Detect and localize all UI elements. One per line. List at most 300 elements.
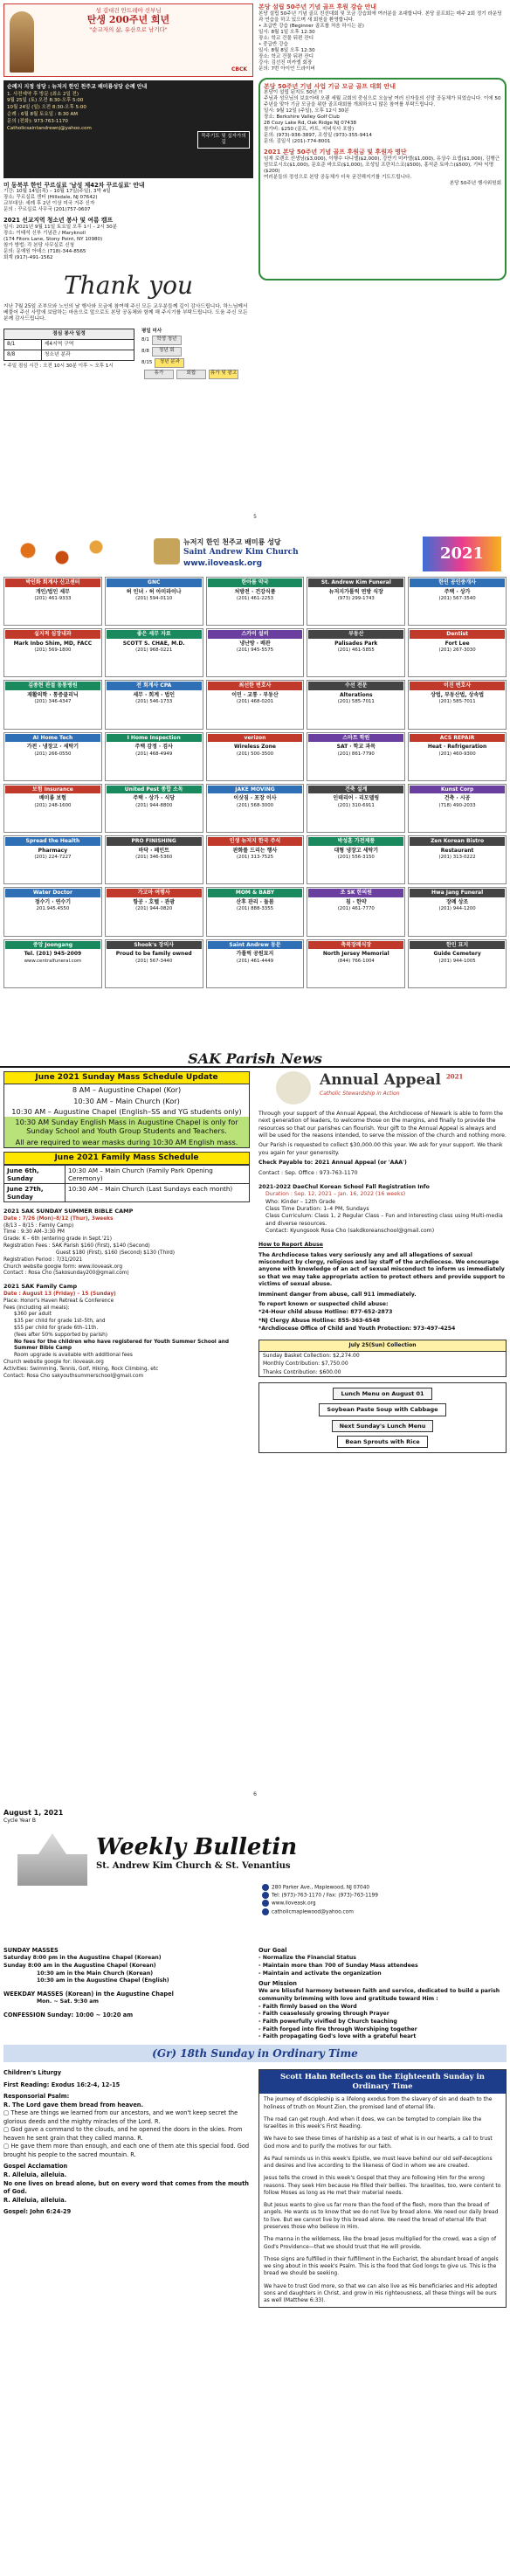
pilgrimage-box [3,80,253,178]
ad-name: 건축 · 시공 [444,795,471,802]
bulletin-header [0,1807,510,1938]
ad-name: 처방전 · 건강식품 [234,588,276,595]
ad-title: 인생 뉴저지 한국 주식 [208,837,303,846]
ad-title: I Home Inspection [107,734,202,743]
camp-line: Registration Fees : SAK Parish $160 (First), $140 (Second) [3,1243,150,1250]
ad-card[interactable] [307,680,405,729]
ad-card[interactable] [307,784,405,833]
ad-phone[interactable]: (201) 556-3150 [337,855,375,861]
alleluia: R. Alleluia, alleluia. [3,2171,67,2179]
ad-phone[interactable]: (718) 490-2033 [438,802,476,808]
ad-title: PRO FINISHING [107,837,202,846]
ad-name: SAT · 학교 과목 [336,744,376,751]
ad-phone[interactable]: (201) 585-7011 [337,699,375,705]
page-number: 5 [253,514,257,520]
ad-phone[interactable]: (844) 766-1004 [337,958,375,964]
jubilee-banner [3,3,253,77]
ad-card[interactable] [3,680,102,729]
weekday-schedule [141,329,253,380]
donor-list-title: 2021 본당 50주년 기념 골프 후원금 및 후원자 명단 [264,149,407,156]
page-number: 6 [253,1791,257,1797]
family-mass-title: June 2021 Family Mass Schedule [3,1152,250,1165]
thank-you-heading: Thank you [63,270,193,300]
mass-row: 8 AM – Augustine Chapel (Kor) [3,1084,250,1095]
ad-phone[interactable]: (201) 944-1200 [438,906,476,912]
schedule-label: 회합 [176,370,206,379]
lunch-menu-box [258,1382,507,1453]
ad-phone[interactable]: www.centralfuneral.com [24,958,82,964]
ad-title: 이진 변호사 [410,682,505,690]
golf-tournament-title: 본당 50주년 기념 사업 기금 모금 골프 대회 안내 [264,82,396,90]
ad-card[interactable] [206,887,305,936]
location-icon [262,1884,269,1891]
golf-lesson-line: 일시: 8월 1일 오후 12:30 [258,29,315,35]
ad-name: Fort Lee [445,640,470,647]
ad-card[interactable] [408,577,507,626]
ad-name: 주택 · 상가 [444,588,471,595]
ad-title: 김종현 관절 동통병원 [5,682,100,690]
ad-title: Spread the Health [5,837,100,846]
family-mass-date: June 6th, Sunday [4,1165,65,1183]
parish-news-title: SAK Parish News [0,1050,510,1068]
cursillo-line: 장소: 꾸르실료 센터 (Hillsdale, NJ 07642) [3,195,98,201]
abuse-hotline: *24-Hour child abuse Hotline: 877-652-2873 [258,1309,393,1316]
bible-camp-title: 2021 SAK SUNDAY SUMMER BIBLE CAMP [3,1208,134,1215]
schedule-row [141,347,253,357]
ad-title: 보험 Insurance [5,786,100,794]
camp-line: Registration Period : 7/31/2021 [3,1257,83,1263]
ad-phone[interactable]: (201) 569-1800 [34,647,72,654]
ad-name: 배미룡 보험 [38,795,66,802]
mission-item: - Faith firmly based on the Word [258,2003,357,2010]
ad-phone[interactable]: (201) 888-3355 [236,906,274,912]
bible-camp-section [3,1208,250,1278]
ad-name: 판화를 드리는 행사 [232,847,278,854]
reflection-paragraph: The journey of discipleship is a lifelong exodus from the slavery of sin and death to the holiness of truth on Mount Zion, the promised land of eternal life. [264,2096,493,2110]
schedule-row [141,336,253,345]
mission-item: - Faith ceaselessly growing through Prayer [258,2011,389,2018]
ad-grid [3,577,507,1040]
schedule-label: 휴가 [144,370,174,379]
golf-lesson-line: 장소: 학교 건물 뒤편 잔디 [258,35,314,41]
ad-card[interactable] [3,732,102,781]
family-camp-line: Activities: Swimming, Tennis, Golf, Hiking, Rock Climbing, etc [3,1366,159,1372]
ad-phone[interactable]: (201) 248-1600 [34,802,72,808]
abuse-title: How to Report Abuse [258,1242,323,1249]
ad-card[interactable] [105,628,203,677]
banner-subtitle: 탄생 200주년 희년 [86,14,170,26]
ad-name: 침 · 한약 [345,898,367,905]
pilgrimage-email[interactable]: Catholicsaintandrewnj@yahoo.com [7,125,92,131]
ad-phone[interactable]: (201) 500-3500 [236,751,274,757]
ad-name: North Jersey Memorial [322,951,389,958]
golf-tournament-line: 본당 50주년 행사위원회 [449,180,501,186]
appeal-subtitle: Catholic Stewardship in Action [320,1091,400,1097]
ad-phone[interactable]: (201) 461-4449 [236,958,274,964]
ad-card[interactable] [206,577,305,626]
ad-phone[interactable]: (201) 461-2253 [236,596,274,601]
cursillo-title: 미 동북부 한인 꾸르실료 '남성 제42차 꾸르실료' 안내 [3,182,145,189]
appeal-title: Annual Appeal [320,1071,441,1089]
family-camp-line: Fees (including all meals): [3,1305,70,1311]
mass-row: 10:30 AM – Augustine Chapel (English–SS and YG students only) [3,1106,250,1117]
ad-phone[interactable]: (201) 267-3030 [438,647,476,654]
ad-phone[interactable]: (201) 460-9300 [438,751,476,757]
mission-item: - Faith forged into fire through Worshiping together [258,2025,417,2032]
ad-title: 박성훈 가전제품 [308,837,403,846]
ad-phone[interactable]: (201) 546-1733 [135,699,173,705]
ad-phone[interactable]: (201) 266-0550 [34,751,72,757]
family-mass-date: June 27th, Sunday [4,1183,65,1201]
ad-phone[interactable]: (201) 313-7525 [236,855,274,861]
ad-title: Saint Andrew 동문 [208,941,303,950]
page-advertisers [0,533,510,1045]
cbck-logo: CBCK [231,66,247,73]
ad-title: Zen Korean Bistro [410,837,505,846]
phone[interactable]: Tel: (973)-763-1170 / Fax: (973)-763-1199 [272,1893,378,1899]
ad-phone[interactable]: (201) 313-0222 [438,855,476,861]
ad-name: Wireless Zone [234,744,276,751]
family-camp-line: $35 per child for grade 1st–5th, and [14,1319,106,1325]
ad-name: 이민 · 교통 · 부동산 [231,691,279,698]
mass-note: 10:30 AM Sunday English Mass in Augustine Chapel is only for Sunday School and Youth Group Students and Teachers. [3,1117,250,1137]
ad-title: St. Andrew Kim Funeral [308,578,403,587]
gospel-reading: Gospel: John 6:24-29 [3,2208,72,2216]
mass-line: Sunday 8:00 am in the Augustine Chapel (Korean) [3,1962,156,1969]
school-line: Class Time Duration: 1–4 PM, Sundays [265,1205,369,1212]
table-header: 점심 봉사 일정 [4,329,134,339]
ad-title: MOM & BABY [208,889,303,897]
reflection-paragraph: But Jesus wants to give us far more than the food of the flesh, more than the bread of angels. He wants us to know that we do not live by bread alone. We need our daily bread to live. But we cannot live by this bread alone. We need the bread of eternal life that preserves those who believe in Him. [264,2202,499,2230]
ad-title: ACS REPAIR [410,734,505,743]
ad-card[interactable] [206,784,305,833]
schedule-date: 8/1 [141,337,149,343]
email[interactable]: catholicmaplewood@yahoo.com [272,1909,354,1915]
family-camp-line: (fees after 50% supported by parish) [14,1332,108,1338]
ad-phone[interactable]: (201) 944-0820 [135,906,173,912]
youth-line: 참가 방법: 각 본당 사무실로 신청 [3,242,75,248]
pilgrimage-heading: 순례지 지정 성당 : 뉴저지 한인 천주교 배미룡성당 순례 안내 [7,84,148,90]
ad-phone[interactable]: (201) 346-5360 [135,855,173,861]
ad-name: 인테리어 · 리모델링 [333,795,380,802]
ad-phone[interactable]: (201) 468-4949 [135,751,173,757]
goal-title: Our Goal [258,1947,287,1954]
ad-phone[interactable]: (201) 567-3540 [438,596,476,601]
ad-name: Pharmacy [38,847,68,854]
ad-card[interactable] [307,939,405,988]
collection-row: Sunday Basket Collection: $2,274.00 [263,1352,360,1359]
school-line: Duration : Sep. 12, 2021 – Jan. 16, 2022 (16 weeks) [265,1191,406,1198]
ad-card[interactable] [105,939,203,988]
golf-tournament-line: 여러분들의 정성으로 본당 공동체가 더욱 굳건해지기를 기도드립니다. [264,174,412,180]
pilgrimage-line: 문의 (전화): 973-763-1170 [7,119,68,124]
ad-name: 주택 · 상가 · 식당 [133,795,176,802]
family-mass-table [3,1165,250,1202]
ad-name: 뉴저지가톨릭 연방 식장 [328,588,383,595]
camp-line: Time : 9:30 AM–3:30 PM [3,1229,65,1236]
collection-row: Thanks Contribution: $600.00 [263,1368,341,1375]
youth-title: 2021 선교지역 청소년 봉사 및 여름 캠프 [3,217,114,225]
ad-name: 항공 · 호텔 · 관광 [133,898,176,905]
mass-update-title: June 2021 Sunday Mass Schedule Update [3,1071,250,1084]
family-camp-line: Church website google for: iloveask.org [3,1360,104,1366]
church-building-icon [17,1833,87,1886]
ad-title: 수선 전문 [308,682,403,690]
ad-card[interactable] [307,577,405,626]
golf-tournament-line: 장소: Berkshire Valley Golf Club [264,114,340,121]
masses-section [3,1947,253,2019]
psalm-verse: ▢ He gave them more than enough, and each one of them ate this special food. God brought his people to the sacred mountain. R. [3,2143,250,2158]
school-contact[interactable]: Contact: Kyungsook Rosa Cho (sakdkoreanschool@gmail.com) [265,1228,435,1235]
youth-line: 일시: 2021년 9월 11일 토요일 오후 1시 – 2시 30분 [3,224,118,230]
camp-line: Date : 7/26 (Mon)–8/12 (Thur), 3weeks [3,1215,114,1222]
ad-card[interactable] [105,784,203,833]
ad-name: 가전 · 냉장고 · 세탁기 [26,744,79,751]
page-parish-news [0,1050,510,1802]
pilgrimage-tag: 묵주기도 및 십자가의 길 [197,131,250,149]
goal-line: - Maintain more than 700 of Sunday Mass attendees [258,1962,418,1969]
school-line: Class Curriculum: Class 1, 2 Regular Class – Fun and interesting class using Multi-media and diverse resources. [265,1213,503,1227]
ad-phone[interactable]: (201) 594-0110 [135,596,173,601]
cursillo-section [3,182,253,213]
psalm-heading: Responsorial Psalm: [3,2093,70,2101]
ad-card[interactable] [307,628,405,677]
korean-school-lines [258,1191,507,1235]
golf-tournament-box [258,78,507,280]
collection-box [258,1340,507,1377]
ad-card[interactable] [408,784,507,833]
ad-title: GNC [107,578,202,587]
church-website[interactable]: www.iloveask.org [183,559,263,568]
youth-line: 문의: 문예원 아녜스 (718)-344-8565 [3,248,86,254]
cursillo-line: 교부대상: 세례 후 2년 이상 미국 거주 신자 [3,201,95,207]
website[interactable]: www.iloveask.org [272,1901,316,1907]
readings-section [3,2069,253,2217]
family-camp-line: Date : August 13 (Friday) – 15 (Sunday) [3,1291,116,1297]
ad-title: verizon [208,734,303,743]
right-column [258,3,507,280]
bulletin-date: August 1, 2021 [3,1809,64,1817]
ad-card[interactable] [206,939,305,988]
ad-phone[interactable]: (201) 310-6911 [337,802,375,808]
ad-card[interactable] [3,628,102,677]
appeal-contact: Contact : Sep. Office : 973-763-1170 [258,1169,358,1176]
next-lunch-item: Bean Sprouts with Rice [337,1436,427,1448]
ad-card[interactable] [3,887,102,936]
ad-card[interactable] [206,835,305,884]
right-column [258,1071,507,1453]
table-cell: 청소년 분과 [41,350,134,360]
abuse-paragraph: The Archdiocese takes very seriously any and all allegations of sexual misconduct by clergy, religious and lay staff of the archdiocese. We encourage anyone with knowledge of an act of sexual misconduct to inform us immediately so that we may take appropriate action to protect others and provide support to victims of sexual abuse. [258,1251,506,1288]
globe-icon [262,1900,269,1907]
mass-line: 10:30 am in the Augustine Chapel (English) [37,1977,169,1984]
sunday-banner: (Gr) 18th Sunday in Ordinary Time [3,2045,507,2062]
confession-time: CONFESSION Sunday: 10:00 ~ 10:20 am [3,2011,134,2019]
family-camp-contact[interactable]: Contact: Rosa Cho sakyouthsummerschool@gmail.com [3,1373,144,1379]
ad-card[interactable] [105,577,203,626]
ad-title: 스카이 설비 [208,630,303,639]
ad-name: 정수기 · 연수기 [34,898,72,905]
ad-title: 한인 묘지 [410,941,505,950]
pilgrimage-line: 10월 24일 (일) 오전 8:30-오후 5:00 [7,105,86,111]
schedule-tag: 청년 회 [152,347,182,357]
psalm-response: R. The Lord gave them bread from heaven. [3,2101,143,2109]
reflection-paragraph: Those signs are fulfilled in their fulfillment in the Eucharist, the abundant bread of angels we sing about in this week's Psalm. This is the food that God longs to give us. This is the bread we should be seeking. [264,2255,499,2277]
ad-card[interactable] [105,887,203,936]
weekday-masses-time: Mon. ~ Sat. 9:30 am [37,1998,99,2005]
church-name: St. Andrew Kim Church & St. Venantius [96,1861,291,1871]
golf-tournament-line: 일시: 9월 12일 (주일), 오후 12시 30분 [264,108,349,114]
page-weekly-bulletin [0,1807,510,2576]
golf-lesson-line: • 중급반 강습 [258,41,288,47]
ad-card[interactable] [105,835,203,884]
family-camp-section [3,1283,250,1380]
saint-portrait [10,11,34,73]
table-cell: 8/1 [4,339,42,350]
table-cell: 8/8 [4,350,42,360]
ad-card[interactable] [408,680,507,729]
ad-title: 한아름 약국 [208,578,303,587]
ad-phone[interactable]: (201) 461-5855 [337,647,375,654]
email-icon [262,1908,269,1915]
ad-card[interactable] [3,939,102,988]
donor-list: 임재 로렌조 선생님($3,000), 이행수 다니엘($2,000), 강만기 미카엘($1,000), 유상수 요셉($1,000), 김행근 암브로시오($1,000), 문호준 바오로($1,000), 조성일 프란치스코($500), 홍석준 토마스($500), 기타 익명($200) [264,156,500,174]
appeal-logo-icon [276,1071,311,1104]
ad-card[interactable] [408,835,507,884]
church-name-en: Saint Andrew Kim Church [183,548,299,557]
ad-phone[interactable]: (201) 585-7011 [438,699,476,705]
camp-contact[interactable]: Contact : Rosa Cho (Sakosunday200@gmail.com) [3,1271,129,1277]
ad-phone[interactable]: (201) 468-0201 [236,699,274,705]
ad-card[interactable] [3,784,102,833]
ad-title: Hwa Jang Funeral [410,889,505,897]
ad-phone[interactable]: (201) 968-0221 [135,647,173,654]
ad-card[interactable] [105,732,203,781]
weekday-masses-title: WEEKDAY MASSES (Korean) in the Augustine Chapel [3,1990,174,1998]
ad-card[interactable] [3,577,102,626]
family-camp-title: 2021 SAK Family Camp [3,1283,78,1291]
ad-phone[interactable]: (201) 346-4347 [34,699,72,705]
schedule-date: 8/15 [141,360,153,366]
reflection-paragraph: Jesus tells the crowd in this week's Gospel that they are following Him for the wrong reasons. They seek Him because He filled their bellies. The Israelites, too, were content to follow Moses as long as He met their material needs. [264,2175,501,2196]
ad-title: 한인 공인중개사 [410,578,505,587]
table-row [4,350,134,360]
ad-name: Proud to be family owned [115,951,192,958]
ad-title: Shook's 장의사 [107,941,202,950]
ad-title: 가고마 여행사 [107,889,202,897]
ad-title: 실지적 심장내과 [5,630,100,639]
collection-title: July 25(Sun) Collection [259,1340,506,1352]
reflection-paragraph: The manna in the wilderness, like the bread Jesus multiplied for the crowd, was a sign of God's Providence—that we should trust that He will provide. [264,2236,497,2250]
ad-phone[interactable]: (201) 224-7227 [34,855,72,861]
ad-phone[interactable]: (201) 945-5575 [236,647,274,654]
annual-appeal-header [258,1071,507,1108]
family-camp-line: $360 per adult [14,1312,52,1318]
ad-phone[interactable]: 201.945.4550 [36,906,70,912]
ad-card[interactable] [408,628,507,677]
ad-card[interactable] [408,732,507,781]
camp-line: Church website google form: www.iloveask.org [3,1264,123,1270]
alleluia: R. Alleluia, alleluia. [3,2196,67,2204]
golf-tournament-line: 본당이 설립 된지도 50년 !! [264,90,323,96]
family-camp-line: No fees for the children who have registered for Youth Summer School and Summer Bible Camp [14,1339,230,1352]
schedule-label: 휴가 및 광고 [209,370,238,379]
ad-title: 중앙 Joongang [5,941,100,950]
ad-phone[interactable]: (201) 861-7790 [337,751,375,757]
reflection-paragraph: As Paul reminds us in this week's Epistle, we must leave behind our old self-deceptions and desires and live according to the likeness of God in whom we are created. [264,2155,493,2170]
mass-row: 10:30 AM – Main Church (Kor) [3,1096,250,1106]
ad-card[interactable] [307,887,405,936]
pilgrimage-line: 9월 25일 (토) 오전 8:30-오후 5:00 [7,98,84,104]
goal-mission-section [258,1947,507,2041]
ad-name: 허 인녀 · 허 아미라이나 [126,588,182,595]
mission-item: - Faith powerfully vivified by Church teaching [258,2019,397,2025]
reflection-paragraph: The road can get rough. And when it does, we can be tempted to complain like the Israelites in this week's First Reading. [264,2116,482,2130]
camp-line: Grade: K – 6th (entering grade in Sept.'21) [3,1236,112,1243]
ad-name: Restaurant [440,847,474,854]
ad-name: Guide Cemetery [433,951,481,958]
ad-card[interactable] [206,732,305,781]
pilgrimage-line: 1. 사전예약 후 방문 (최소 2일 전) [7,91,79,97]
korean-school-title: 2021-2022 DaeChul Korean School Fall Registration Info [258,1183,430,1190]
sunday-masses-title: SUNDAY MASSES [3,1947,59,1954]
ad-phone[interactable]: (201) 944-1005 [438,958,476,964]
ad-card[interactable] [408,887,507,936]
abuse-line: To report known or suspected child abuse: [258,1300,389,1307]
ad-card[interactable] [3,835,102,884]
ad-card[interactable] [105,680,203,729]
school-line: Who: Kinder – 12th Grade [265,1198,335,1205]
ad-phone[interactable]: (201) 461-9333 [34,596,72,601]
abuse-line: Imminent danger from abuse, call 911 immediately. [258,1291,417,1298]
ad-phone[interactable]: (973) 299-1743 [337,596,375,601]
ad-title: Kunst Corp [410,786,505,794]
psalm-verse: ▢ God gave a command to the clouds, and he opened the doors in the skies. From heaven he sent grain that they called manna. R. [3,2126,243,2142]
next-lunch-title: Next Sunday's Lunch Menu [332,1420,434,1432]
ad-title: 전 회계사 CPA [107,682,202,690]
family-camp-line: Room upgrade is available with additional fees [14,1353,133,1359]
phone-icon [262,1892,269,1899]
ad-phone[interactable]: (201) 567-3440 [135,958,173,964]
schedule-labels [141,370,253,379]
schedule-date: 8/8 [141,349,149,355]
ad-card[interactable] [408,939,507,988]
ad-name: 상법, 부동산법, 상속법 [431,691,485,698]
bulletin-title: Weekly Bulletin [96,1834,298,1860]
ad-card[interactable] [206,680,305,729]
ad-card[interactable] [307,835,405,884]
ad-card[interactable] [307,732,405,781]
golf-lesson-title: 본당 설립 50주년 기념 골프 후원 강습 안내 [258,3,376,10]
golf-lesson-line: 일시: 8월 8일 오후 12:30 [258,47,315,53]
golf-lesson-line: 본당 설립 50주년 기념 골프 친선대회 및 모금 강습회에 여러분을 초대합니다. 본당 골프회는 매주 2회 정기 라운딩과 연습을 하고 있으며 새 회원을 환영합니다. [258,10,502,23]
lunch-menu-title: Lunch Menu on August 01 [333,1388,431,1400]
golf-tournament-line: 28 Cozy Lake Rd, Oak Ridge NJ 07438 [264,121,357,127]
schedule-tag: 청년 분과 [155,358,184,368]
ad-title: AI Home Tech [5,734,100,743]
ad-phone[interactable]: (201) 568-3000 [236,802,274,808]
ad-phone[interactable]: (201) 461-7770 [337,906,375,912]
camp-line: Guest $180 (First), $160 (Second) $130 (Third) [56,1250,176,1256]
ad-name: 세무 · 회계 · 법인 [133,691,176,698]
ad-title: 최선한 변호사 [208,682,303,690]
appeal-paragraph: Through your support of the Annual Appeal, the Archdiocese of Newark is able to form the next generation of leaders, to welcome those on the margins, and finally to provide the resources so that our parishes can flourish. Your gift to the Annual Appeal is always and will be used for the reasons intended, to serve the mission of the church and nothing more. [258,1111,507,1139]
collection-row: Monthly Contribution: $7,750.00 [263,1361,348,1368]
ad-phone[interactable]: (201) 944-8800 [135,802,173,808]
ad-card[interactable] [206,628,305,677]
cycle-year: Cycle Year B [3,1818,37,1824]
reflection-paragraph: We have to see these times of hardship as a test of what is in our hearts, a call to trust God more and to purify the motives for our faith. [264,2136,493,2150]
